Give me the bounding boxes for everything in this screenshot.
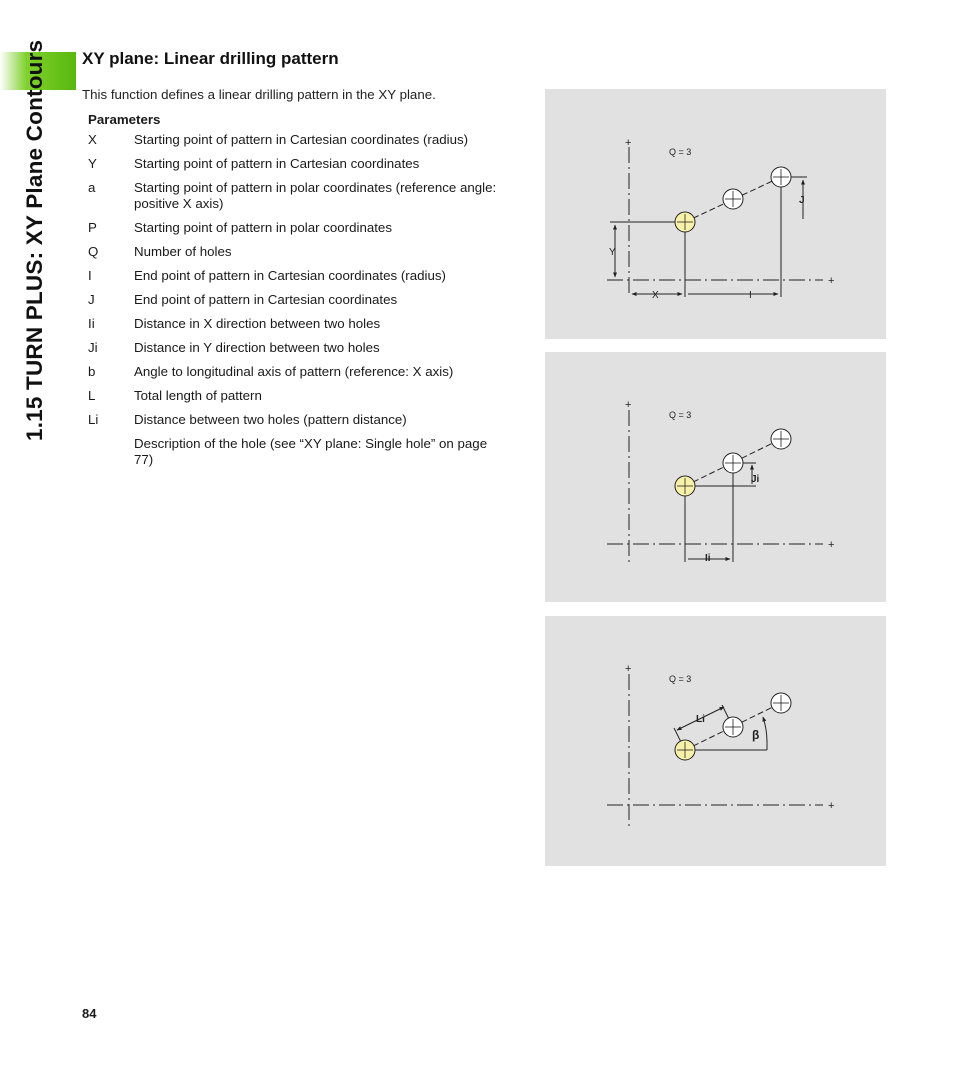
hole-count-label: Q = 3: [669, 147, 692, 157]
li-dimension-label: Li: [696, 714, 705, 725]
parameter-code: b: [88, 364, 96, 379]
y-axis-plus-label: +: [625, 663, 632, 675]
x-axis-plus-label: +: [828, 275, 835, 287]
parameter-description: Distance in X direction between two holes: [134, 316, 381, 331]
intro-text: This function defines a linear drilling pattern in the XY plane.: [82, 87, 436, 102]
parameter-description: End point of pattern in Cartesian coordinates: [134, 292, 398, 307]
x-axis-plus-label: +: [828, 800, 835, 812]
j-dimension-label: J: [799, 195, 805, 206]
parameter-description: Description of the hole (see “XY plane: Single hole” on page 77): [134, 436, 488, 467]
parameter-code: P: [88, 220, 97, 235]
parameter-description: Number of holes: [134, 244, 232, 259]
parameter-code: Ii: [88, 316, 95, 331]
parameter-code: J: [88, 292, 95, 307]
parameter-code: I: [88, 268, 92, 283]
parameter-code: Q: [88, 244, 99, 259]
figure-pattern-distance-angle: [545, 616, 886, 866]
figure-1-drawing: [545, 89, 886, 339]
parameter-code: Li: [88, 412, 99, 427]
beta-angle-arc: [763, 717, 767, 742]
parameter-row: [88, 316, 508, 332]
hole-middle-icon: [723, 717, 743, 737]
parameter-row: [88, 220, 508, 236]
parameter-row: [88, 268, 508, 284]
parameter-row: [88, 156, 508, 172]
parameter-row: [88, 436, 508, 468]
hole-end-icon: [771, 167, 791, 187]
parameter-row: [88, 340, 508, 356]
parameter-row: [88, 292, 508, 308]
parameter-description: Starting point of pattern in Cartesian coordinates (radius): [134, 132, 469, 147]
parameter-description: Starting point of pattern in Cartesian coordinates: [134, 156, 420, 171]
parameter-description: End point of pattern in Cartesian coordinates (radius): [134, 268, 446, 283]
hole-count-label: Q = 3: [669, 410, 692, 420]
parameter-row: [88, 244, 508, 260]
parameter-row: [88, 180, 508, 212]
x-axis-plus-label: +: [828, 539, 835, 551]
parameter-description: Distance between two holes (pattern distance): [134, 412, 407, 427]
hole-start-icon: [675, 740, 695, 760]
figure-2-drawing: [545, 352, 886, 602]
parameter-description: Distance in Y direction between two holes: [134, 340, 380, 355]
parameter-row: [88, 388, 508, 404]
hole-middle-icon: [723, 453, 743, 473]
i-dimension-label: I: [749, 290, 752, 301]
figure-cartesian-endpoint: [545, 89, 886, 339]
hole-count-label: Q = 3: [669, 674, 692, 684]
parameter-code: [88, 436, 134, 468]
page-number: 84: [82, 1006, 97, 1021]
parameter-row: [88, 364, 508, 380]
hole-end-icon: [771, 693, 791, 713]
figure-3-drawing: [545, 616, 886, 866]
hole-start-icon: [675, 212, 695, 232]
section-heading: XY plane: Linear drilling pattern: [82, 49, 339, 68]
parameter-code: X: [88, 132, 97, 147]
parameter-description: Angle to longitudinal axis of pattern (reference: X axis): [134, 364, 454, 379]
x-dimension-label: X: [652, 290, 659, 301]
beta-angle-label: β: [752, 728, 760, 742]
y-axis-plus-label: +: [625, 399, 632, 411]
hole-start-icon: [675, 476, 695, 496]
hole-middle-icon: [723, 189, 743, 209]
parameter-code: L: [88, 388, 96, 403]
parameter-code: a: [88, 180, 96, 195]
parameter-row: [88, 412, 508, 428]
parameters-title: Parameters: [88, 112, 161, 127]
parameter-code: Y: [88, 156, 97, 171]
parameter-description: Starting point of pattern in polar coordinates: [134, 220, 392, 235]
parameter-code: Ji: [88, 340, 98, 355]
chapter-title: 1.15 TURN PLUS: XY Plane Contours: [22, 40, 47, 442]
parameter-row: [88, 132, 508, 148]
figure-incremental-distances: [545, 352, 886, 602]
parameter-description: Starting point of pattern in polar coordinates (reference angle: positive X axis): [134, 180, 497, 211]
ii-dimension-label: Ii: [705, 553, 711, 564]
hole-end-icon: [771, 429, 791, 449]
ji-dimension-label: Ji: [751, 474, 760, 485]
parameter-description: Total length of pattern: [134, 388, 262, 403]
y-dimension-label: Y: [609, 247, 616, 258]
y-axis-plus-label: +: [625, 137, 632, 149]
parameters-list: [88, 132, 508, 476]
